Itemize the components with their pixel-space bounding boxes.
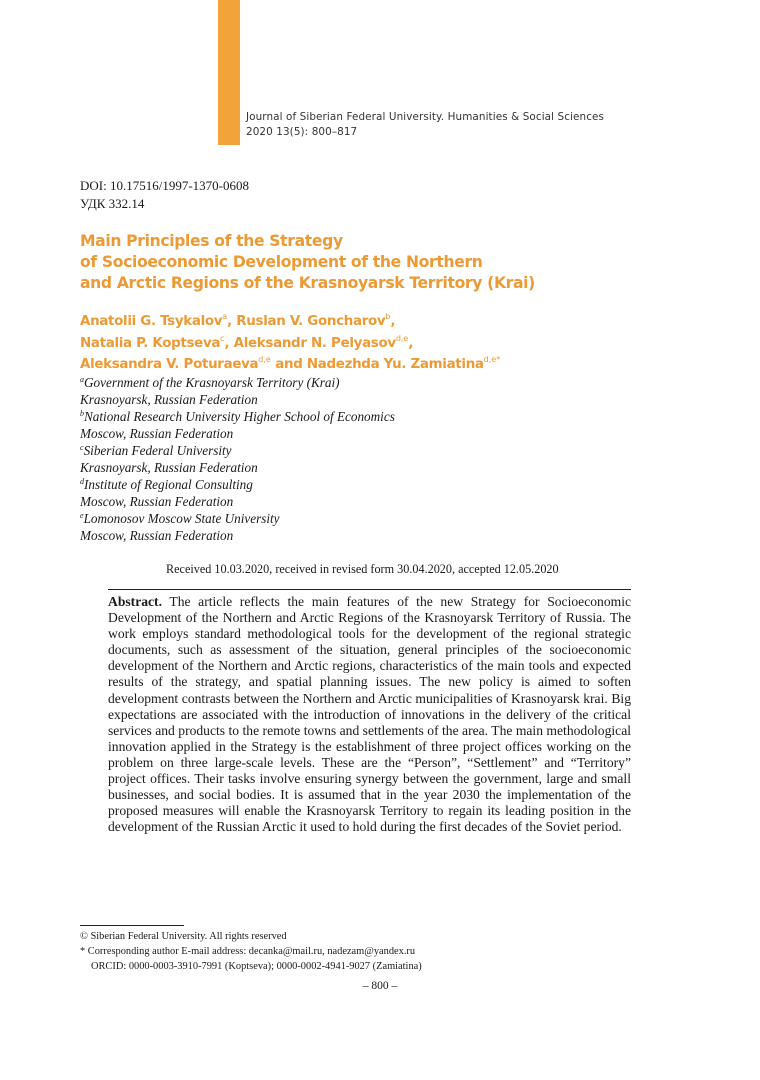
affiliations	[80, 374, 395, 544]
title-line-2: of Socioeconomic Development of the Northern	[80, 253, 483, 271]
author-affil-mark: a	[222, 312, 228, 321]
author-affil-mark: d,e*	[483, 355, 501, 364]
author-line: Anatolii G. Tsykalov$^a$, Ruslan V. Goncharov$^b$,	[80, 312, 396, 329]
affiliation-mark: c	[80, 443, 84, 452]
journal-volume: 2020 13(5): 800–817	[246, 126, 358, 138]
orcid-note: ORCID: 0000-0003-3910-7991 (Koptseva); 0000-0002-4941-9027 (Zamiatina)	[91, 961, 422, 972]
abstract-text: The article reflects the main features of the new Strategy for Socioeconomic Development of the Northern and Arctic Regions of the Krasnoyarsk Territory of Russia. The work employs standard methodological tools for the development of the regional strategic documents, such as assessment of the situation, general principles of the socioeconomic development of the Northern and Arctic regions, characteristics of the main tools and expected results of the strategy, and spatial planning issues. The new policy is aimed to soften development contrasts between the Northern and Arctic municipalities of Krasnoyarsk krai. Big expectations are associated with the introduction of innovations in the delivery of the critical services and products to the remote towns and settlements of the area. The main methodological innovation applied in the Strategy is the establishment of three project offices working on the problem on three large-scale levels. These are the “Person”, “Settlement” and “Territory” project offices. Their tasks involve ensuring synergy between the government, large and small businesses, and social bodies. It is assumed that in the year 2030 the implementation of the proposed measures will enable the Krasnoyarsk Territory to regain its leading position in the development of the Russian Arctic it used to hold during the first decades of the Soviet period.	[108, 594, 631, 835]
article-meta	[80, 177, 249, 213]
footnotes	[80, 929, 422, 974]
udk: УДК 332.14	[80, 196, 145, 211]
affiliation-city: Moscow, Russian Federation	[80, 426, 234, 441]
abstract-label: Abstract.	[108, 594, 162, 609]
affiliation-city: Krasnoyarsk, Russian Federation	[80, 392, 258, 407]
author-affil-mark: d,e	[395, 333, 409, 343]
journal-name: Journal of Siberian Federal University. Humanities & Social Sciences	[246, 111, 605, 123]
author-conjunction: and	[275, 357, 303, 372]
author-affil-mark: d,e	[258, 355, 271, 364]
author-affil-mark: c	[220, 333, 225, 343]
received-dates: Received 10.03.2020, received in revised form 30.04.2020, accepted 12.05.2020	[166, 562, 559, 576]
article-title	[80, 231, 535, 294]
author-line: Natalia P. Koptseva$^c$, Aleksandr N. Pelyasov$^{d,e}$,	[80, 333, 414, 351]
title-line-3: and Arctic Regions of the Krasnoyarsk Territory (Krai)	[80, 274, 535, 292]
author-name: Natalia P. Koptseva	[80, 335, 221, 351]
affiliation-name: $^b$National Research University Higher School of Economics	[80, 409, 395, 424]
doi: DOI: 10.17516/1997-1370-0608	[80, 178, 249, 193]
title-line-1: Main Principles of the Strategy	[80, 232, 343, 250]
affiliation-city: Moscow, Russian Federation	[80, 494, 234, 509]
affiliation-name: $^a$Government of the Krasnoyarsk Territory (Krai)	[80, 375, 340, 390]
affiliation-mark: d	[80, 477, 84, 486]
author-name: Aleksandr N. Pelyasov	[233, 335, 396, 351]
journal-header	[246, 110, 604, 140]
footnote-divider	[80, 925, 184, 926]
author-name: Aleksandra V. Poturaeva	[80, 357, 259, 372]
author-name: Anatolii G. Tsykalov	[80, 314, 223, 329]
affiliation-city: Krasnoyarsk, Russian Federation	[80, 460, 258, 475]
author-list	[80, 311, 500, 376]
page-number: – 800 –	[362, 980, 398, 992]
affiliation-mark: b	[80, 409, 84, 418]
affiliation-mark: a	[80, 375, 84, 384]
author-name: Nadezhda Yu. Zamiatina	[306, 357, 484, 372]
author-name: Ruslan V. Goncharov	[236, 314, 386, 329]
author-line	[80, 354, 500, 376]
corresponding-author-note: * Corresponding author E-mail address: decanka@mail.ru, nadezam@yandex.ru	[80, 946, 416, 957]
affiliation-city: Moscow, Russian Federation	[80, 528, 234, 543]
affiliation-mark: e	[80, 511, 84, 520]
affiliation-name: $^c$Siberian Federal University	[80, 443, 232, 458]
author-affil-mark: b	[385, 312, 391, 321]
abstract-divider	[108, 589, 631, 590]
copyright-note: © Siberian Federal University. All rights reserved	[80, 931, 287, 942]
journal-accent-bar	[218, 0, 240, 145]
affiliation-name: $^e$Lomonosov Moscow State University	[80, 511, 280, 526]
abstract	[108, 594, 631, 835]
affiliation-name: $^d$Institute of Regional Consulting	[80, 477, 253, 492]
